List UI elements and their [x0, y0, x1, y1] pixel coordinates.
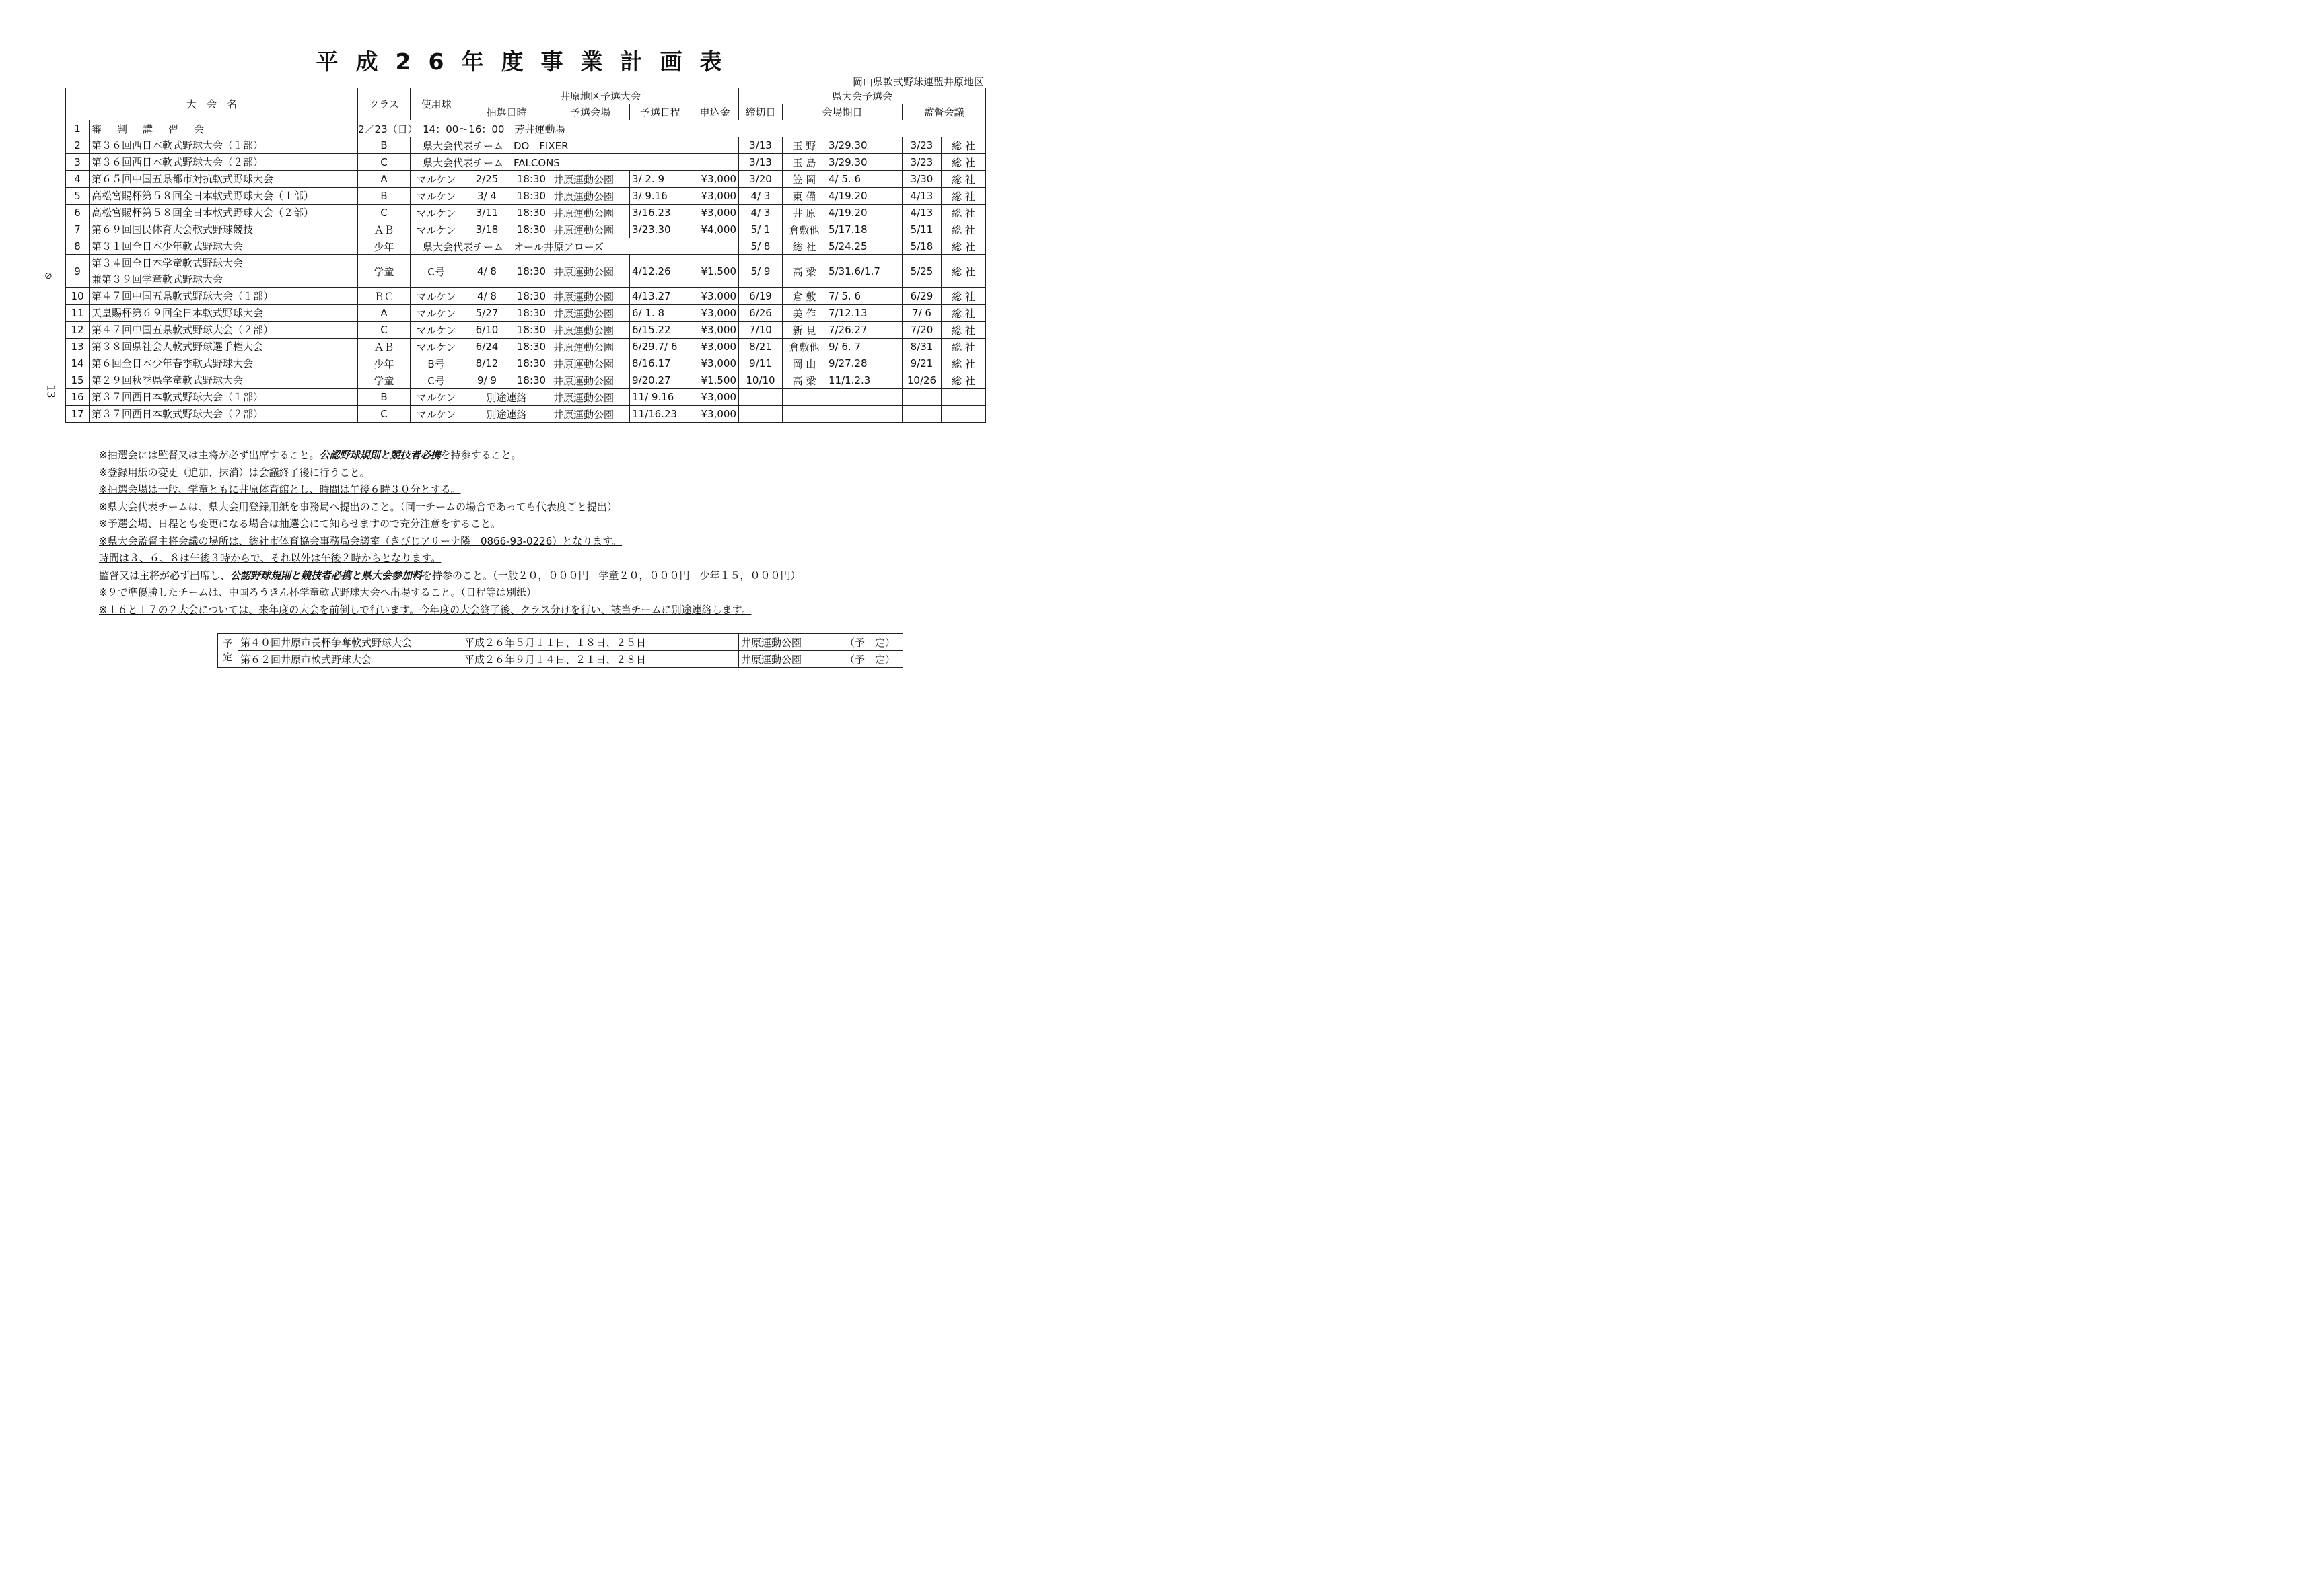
row-number: 13 [66, 339, 90, 355]
row-schedule: 3/23.30 [630, 221, 691, 238]
header-fee: 申込金 [691, 104, 739, 120]
note-1: ※抽選会には監督又は主将が必ず出席すること。公認野球規則と競技者必携を持参すること。 [99, 449, 522, 461]
organization-name: 岡山県軟式野球連盟井原地区 [852, 76, 984, 88]
row-name-line: 第２９回秋季県学童軟式野球大会 [92, 374, 244, 386]
note-2: ※登録用紙の変更（追加、抹消）は会議終了後に行うこと。 [99, 466, 370, 479]
note-3: ※抽選会場は一般、学童ともに井原体育館とし、時間は午後６時３０分とする。 [99, 483, 461, 495]
row-name-line: 第３７回西日本軟式野球大会（２部） [92, 408, 264, 420]
planned-status: （予 定） [837, 634, 903, 651]
table-row [66, 255, 986, 288]
row-pref-venue: 倉敷他 [783, 339, 826, 355]
table-row [66, 339, 986, 355]
row-ball: マルケン [411, 322, 462, 339]
row-meeting [903, 406, 942, 423]
row-schedule: 11/16.23 [630, 406, 691, 423]
note-5: ※予選会場、日程とも変更になる場合は抽選会にて知らせますので充分注意をすること。 [99, 518, 501, 530]
row-draw-date: 6/10 [462, 322, 512, 339]
row-class: 学童 [358, 372, 411, 389]
row-class: ＢＣ [358, 288, 411, 305]
row-pref-venue: 倉 敷 [783, 288, 826, 305]
planned-dates: 平成２６年５月１１日、１８日、２５日 [462, 634, 739, 651]
row-name [90, 154, 358, 171]
row-meeting: 7/20 [903, 322, 942, 339]
row-class: 少年 [358, 355, 411, 372]
row-fee: ¥3,000 [691, 339, 739, 355]
header-venue: 予選会場 [551, 104, 630, 120]
row-draw-time: 18:30 [512, 255, 551, 288]
row-name-line: 第３８回県社会人軟式野球選手権大会 [92, 341, 264, 353]
row-meeting-place: 総 社 [942, 322, 986, 339]
row-meeting-place [942, 389, 986, 406]
row-draw-time: 18:30 [512, 305, 551, 322]
row-meeting: 4/13 [903, 205, 942, 221]
note-7: 時間は３、６、８は午後３時からで、それ以外は午後２時からとなります。 [99, 552, 442, 564]
header-deadline: 締切日 [739, 104, 783, 120]
row-pref-date: 7/12.13 [826, 305, 903, 322]
row-name [90, 171, 358, 188]
row-meeting-place: 総 社 [942, 205, 986, 221]
table-row [66, 221, 986, 238]
row-meeting: 5/18 [903, 238, 942, 255]
row-draw-time: 18:30 [512, 288, 551, 305]
row-pref-venue: 高 梁 [783, 255, 826, 288]
row-venue: 井原運動公園 [551, 406, 630, 423]
schedule-table [65, 88, 986, 423]
planned-name: 第４０回井原市長杯争奪軟式野球大会 [238, 634, 462, 651]
row-meeting-place: 総 社 [942, 339, 986, 355]
row-pref-date: 5/24.25 [826, 238, 903, 255]
row-venue: 井原運動公園 [551, 305, 630, 322]
row-meeting-place: 総 社 [942, 137, 986, 154]
row-pref-date [826, 406, 903, 423]
notes-section [99, 447, 801, 619]
table-row [66, 154, 986, 171]
row-meeting-place: 総 社 [942, 188, 986, 205]
row-fee: ¥3,000 [691, 355, 739, 372]
row-venue: 井原運動公園 [551, 322, 630, 339]
row-name [90, 255, 358, 288]
row-schedule: 11/ 9.16 [630, 389, 691, 406]
row-class: C [358, 406, 411, 423]
row-pref-date: 4/19.20 [826, 205, 903, 221]
row-class: B [358, 137, 411, 154]
row-class: ＡＢ [358, 221, 411, 238]
table-row [66, 205, 986, 221]
row-pref-venue: 岡 山 [783, 355, 826, 372]
row-meeting: 4/13 [903, 188, 942, 205]
header-row-1 [66, 88, 986, 104]
row-venue: 井原運動公園 [551, 171, 630, 188]
row-name-line: 天皇賜杯第６９回全日本軟式野球大会 [92, 307, 264, 319]
header-pref-venue-date: 会場期日 [783, 104, 903, 120]
row-draw-time: 18:30 [512, 339, 551, 355]
row-pref-venue: 東 備 [783, 188, 826, 205]
row-name-line: 第４７回中国五県軟式野球大会（２部） [92, 324, 274, 336]
planned-dates: 平成２６年９月１４日、２１日、２８日 [462, 651, 739, 668]
row-number: 17 [66, 406, 90, 423]
header-class: クラス [358, 88, 411, 120]
row-ball: C号 [411, 372, 462, 389]
row-class: C [358, 205, 411, 221]
row-schedule: 6/15.22 [630, 322, 691, 339]
row-pref-venue [783, 406, 826, 423]
row-name-line: 第３６回西日本軟式野球大会（１部） [92, 139, 264, 151]
row-pref-venue: 新 見 [783, 322, 826, 339]
row-venue: 井原運動公園 [551, 221, 630, 238]
row-deadline: 3/13 [739, 154, 783, 171]
row-fee: ¥3,000 [691, 389, 739, 406]
planned-venue: 井原運動公園 [739, 651, 837, 668]
row-pref-venue [783, 389, 826, 406]
row-ball: マルケン [411, 221, 462, 238]
page-number: 13 [44, 384, 58, 398]
row-schedule: 3/16.23 [630, 205, 691, 221]
table-row [66, 238, 986, 255]
row-name [90, 389, 358, 406]
row-venue: 井原運動公園 [551, 255, 630, 288]
row-number: 6 [66, 205, 90, 221]
row-schedule: 6/29.7/ 6 [630, 339, 691, 355]
header-draw-date: 抽選日時 [462, 104, 551, 120]
note-8: 監督又は主将が必ず出席し、公認野球規則と競技者必携と県大会参加料を持参のこと。（一般２０，０００円 学童２０，０００円 少年１５，０００円） [99, 569, 801, 582]
row-fee: ¥3,000 [691, 205, 739, 221]
row-representative: 県大会代表チーム オール井原アローズ [411, 238, 739, 255]
row-meeting: 5/25 [903, 255, 942, 288]
row-name [90, 137, 358, 154]
row-pref-venue: 倉敷他 [783, 221, 826, 238]
row-number: 10 [66, 288, 90, 305]
row-name-line: 第６９回国民体育大会軟式野球競技 [92, 223, 254, 236]
row-fee: ¥1,500 [691, 372, 739, 389]
row-draw-time: 18:30 [512, 322, 551, 339]
row-deadline: 10/10 [739, 372, 783, 389]
row-ball: マルケン [411, 305, 462, 322]
note-10: ※１６と１７の２大会については、来年度の大会を前倒しで行います。今年度の大会終了後、クラス分けを行い、該当チームに別途連絡します。 [99, 603, 752, 616]
row-name [90, 406, 358, 423]
planned-name: 第６２回井原市軟式野球大会 [238, 651, 462, 668]
row-draw-date: 8/12 [462, 355, 512, 372]
row-class: 学童 [358, 255, 411, 288]
row-deadline [739, 406, 783, 423]
note-6: ※県大会監督主将会議の場所は、総社市体育協会事務局会議室（きびじアリーナ隣 0866-93-0226）となります。 [99, 534, 623, 547]
row-deadline: 3/13 [739, 137, 783, 154]
row-meeting-place [942, 406, 986, 423]
planned-side-label: 予定 [218, 634, 238, 668]
row-meeting: 5/11 [903, 221, 942, 238]
row-venue: 井原運動公園 [551, 288, 630, 305]
planned-row [218, 634, 903, 651]
table-row [66, 406, 986, 423]
row-draw-time: 18:30 [512, 171, 551, 188]
row-number: 2 [66, 137, 90, 154]
planned-row [218, 651, 903, 668]
row-detail: 2／23（日） 14：00～16：00 芳井運動場 [358, 120, 986, 137]
row-name [90, 188, 358, 205]
row-class: A [358, 171, 411, 188]
row-name [90, 305, 358, 322]
header-manager-meeting: 監督会議 [903, 104, 986, 120]
row-draw-date: 3/18 [462, 221, 512, 238]
row-draw-note: 別途連絡 [462, 406, 551, 423]
row-name-line: 第３６回西日本軟式野球大会（２部） [92, 156, 264, 168]
row-meeting-place: 総 社 [942, 305, 986, 322]
row-pref-venue: 玉 島 [783, 154, 826, 171]
header-local-group: 井原地区予選大会 [462, 88, 739, 104]
row-schedule: 3/ 2. 9 [630, 171, 691, 188]
row-meeting: 9/21 [903, 355, 942, 372]
row-deadline: 4/ 3 [739, 188, 783, 205]
row-pref-date [826, 389, 903, 406]
row-draw-date: 6/24 [462, 339, 512, 355]
row-pref-date: 9/ 6. 7 [826, 339, 903, 355]
row-name-line: 兼第３９回学童軟式野球大会 [92, 273, 223, 285]
row-ball: マルケン [411, 339, 462, 355]
row-pref-date: 5/17.18 [826, 221, 903, 238]
row-class: A [358, 305, 411, 322]
row-draw-time: 18:30 [512, 188, 551, 205]
row-schedule: 4/13.27 [630, 288, 691, 305]
row-representative: 県大会代表チーム FALCONS [411, 154, 739, 171]
row-draw-date: 9/ 9 [462, 372, 512, 389]
row-meeting: 7/ 6 [903, 305, 942, 322]
row-pref-venue: 総 社 [783, 238, 826, 255]
row-class: B [358, 188, 411, 205]
row-meeting: 3/23 [903, 154, 942, 171]
row-pref-date: 4/19.20 [826, 188, 903, 205]
row-venue: 井原運動公園 [551, 372, 630, 389]
row-fee: ¥3,000 [691, 288, 739, 305]
header-ball: 使用球 [411, 88, 462, 120]
row-venue: 井原運動公園 [551, 205, 630, 221]
row-venue: 井原運動公園 [551, 339, 630, 355]
table-row [66, 137, 986, 154]
row-draw-date: 4/ 8 [462, 288, 512, 305]
row-schedule: 8/16.17 [630, 355, 691, 372]
row-number: 4 [66, 171, 90, 188]
row-name [90, 322, 358, 339]
table-body [66, 137, 986, 423]
row-draw-note: 別途連絡 [462, 389, 551, 406]
row-deadline: 9/11 [739, 355, 783, 372]
row-pref-venue: 井 原 [783, 205, 826, 221]
row-deadline: 7/10 [739, 322, 783, 339]
row-meeting-place: 総 社 [942, 221, 986, 238]
row-pref-venue: 美 作 [783, 305, 826, 322]
row-class: ＡＢ [358, 339, 411, 355]
header-tournament: 大 会 名 [66, 88, 358, 120]
row-name-line: 第６回全日本少年春季軟式野球大会 [92, 357, 254, 370]
row-pref-date: 7/26.27 [826, 322, 903, 339]
row-schedule: 3/ 9.16 [630, 188, 691, 205]
row-deadline: 5/ 1 [739, 221, 783, 238]
row-ball: マルケン [411, 288, 462, 305]
row-venue: 井原運動公園 [551, 355, 630, 372]
row-number: 8 [66, 238, 90, 255]
table-row [66, 188, 986, 205]
row-venue: 井原運動公園 [551, 389, 630, 406]
row-ball: C号 [411, 255, 462, 288]
row-name [90, 288, 358, 305]
row-name-line: 第３１回全日本少年軟式野球大会 [92, 240, 244, 252]
row-fee: ¥3,000 [691, 305, 739, 322]
row-deadline: 5/ 8 [739, 238, 783, 255]
row-draw-date: 3/11 [462, 205, 512, 221]
table-row [66, 171, 986, 188]
row-meeting: 6/29 [903, 288, 942, 305]
table-row [66, 355, 986, 372]
planned-events-table [217, 633, 903, 668]
row-draw-time: 18:30 [512, 205, 551, 221]
row-number: 14 [66, 355, 90, 372]
row-ball: マルケン [411, 406, 462, 423]
table-row [66, 120, 986, 137]
row-name: 審 判 講 習 会 [90, 120, 358, 137]
row-pref-date: 11/1.2.3 [826, 372, 903, 389]
row-meeting: 8/31 [903, 339, 942, 355]
row-fee: ¥4,000 [691, 221, 739, 238]
row-number: 12 [66, 322, 90, 339]
note-4: ※県大会代表チームは、県大会用登録用紙を事務局へ提出のこと。（同一チームの場合であっても代表度ごと提出） [99, 500, 617, 513]
row-meeting-place: 総 社 [942, 255, 986, 288]
row-class: C [358, 154, 411, 171]
row-schedule: 9/20.27 [630, 372, 691, 389]
row-draw-date: 5/27 [462, 305, 512, 322]
row-draw-date: 4/ 8 [462, 255, 512, 288]
table-row [66, 322, 986, 339]
row-pref-venue: 高 梁 [783, 372, 826, 389]
row-schedule: 6/ 1. 8 [630, 305, 691, 322]
row-name [90, 205, 358, 221]
row-pref-venue: 玉 野 [783, 137, 826, 154]
row-draw-date: 3/ 4 [462, 188, 512, 205]
row-draw-time: 18:30 [512, 372, 551, 389]
table-row [66, 288, 986, 305]
note-9: ※９で準優勝したチームは、中国ろうきん杯学童軟式野球大会へ出場すること。（日程等は別紙） [99, 586, 537, 598]
row-meeting-place: 総 社 [942, 372, 986, 389]
row-pref-date: 9/27.28 [826, 355, 903, 372]
row-deadline: 8/21 [739, 339, 783, 355]
row-number: 3 [66, 154, 90, 171]
row-number: 9 [66, 255, 90, 288]
row-number: 11 [66, 305, 90, 322]
row-name-line: 第４７回中国五県軟式野球大会（１部） [92, 290, 274, 302]
row-name [90, 221, 358, 238]
planned-status: （予 定） [837, 651, 903, 668]
row-deadline: 6/19 [739, 288, 783, 305]
page-title: 平成26年度事業計画表 [316, 48, 740, 75]
row-meeting-place: 総 社 [942, 171, 986, 188]
row-name [90, 339, 358, 355]
row-name [90, 238, 358, 255]
row-name-line: 第３４回全日本学童軟式野球大会 [92, 257, 244, 269]
row-name-line: 第６５回中国五県都市対抗軟式野球大会 [92, 173, 274, 185]
row-meeting-place: 総 社 [942, 355, 986, 372]
row-ball: B号 [411, 355, 462, 372]
row-meeting-place: 総 社 [942, 238, 986, 255]
row-draw-date: 2/25 [462, 171, 512, 188]
row-representative: 県大会代表チーム DO FIXER [411, 137, 739, 154]
row-deadline: 4/ 3 [739, 205, 783, 221]
row-meeting: 3/23 [903, 137, 942, 154]
row-fee: ¥3,000 [691, 171, 739, 188]
row-name [90, 372, 358, 389]
row-draw-time: 18:30 [512, 221, 551, 238]
row-number: 5 [66, 188, 90, 205]
row-pref-venue: 笠 岡 [783, 171, 826, 188]
table-row [66, 305, 986, 322]
row-number: 7 [66, 221, 90, 238]
row-number: 16 [66, 389, 90, 406]
row-pref-date: 7/ 5. 6 [826, 288, 903, 305]
row-name-line: 高松宮賜杯第５８回全日本軟式野球大会（２部） [92, 207, 314, 219]
row-meeting: 10/26 [903, 372, 942, 389]
row-deadline: 5/ 9 [739, 255, 783, 288]
planned-venue: 井原運動公園 [739, 634, 837, 651]
row-name-line: 高松宮賜杯第５８回全日本軟式野球大会（１部） [92, 190, 314, 202]
row-schedule: 4/12.26 [630, 255, 691, 288]
row-ball: マルケン [411, 188, 462, 205]
row-ball: マルケン [411, 205, 462, 221]
row-fee: ¥3,000 [691, 406, 739, 423]
header-pref-group: 県大会予選会 [739, 88, 986, 104]
row-name-line: 第３７回西日本軟式野球大会（１部） [92, 391, 264, 403]
table-row [66, 372, 986, 389]
row-deadline: 6/26 [739, 305, 783, 322]
row-class: C [358, 322, 411, 339]
row-deadline: 3/20 [739, 171, 783, 188]
row-draw-time: 18:30 [512, 355, 551, 372]
row-pref-date: 5/31.6/1.7 [826, 255, 903, 288]
row-deadline [739, 389, 783, 406]
row-name [90, 355, 358, 372]
row-ball: マルケン [411, 389, 462, 406]
row-fee: ¥3,000 [691, 188, 739, 205]
row-fee: ¥3,000 [691, 322, 739, 339]
row-ball: マルケン [411, 171, 462, 188]
row-meeting [903, 389, 942, 406]
circle-mark-icon: ⊘ [44, 271, 52, 281]
row-number: 15 [66, 372, 90, 389]
row-number: 1 [66, 120, 90, 137]
row-meeting: 3/30 [903, 171, 942, 188]
row-pref-date: 3/29.30 [826, 154, 903, 171]
row-meeting-place: 総 社 [942, 288, 986, 305]
row-pref-date: 3/29.30 [826, 137, 903, 154]
header-schedule: 予選日程 [630, 104, 691, 120]
row-venue: 井原運動公園 [551, 188, 630, 205]
row-fee: ¥1,500 [691, 255, 739, 288]
row-class: 少年 [358, 238, 411, 255]
row-meeting-place: 総 社 [942, 154, 986, 171]
table-row [66, 389, 986, 406]
row-class: B [358, 389, 411, 406]
row-pref-date: 4/ 5. 6 [826, 171, 903, 188]
